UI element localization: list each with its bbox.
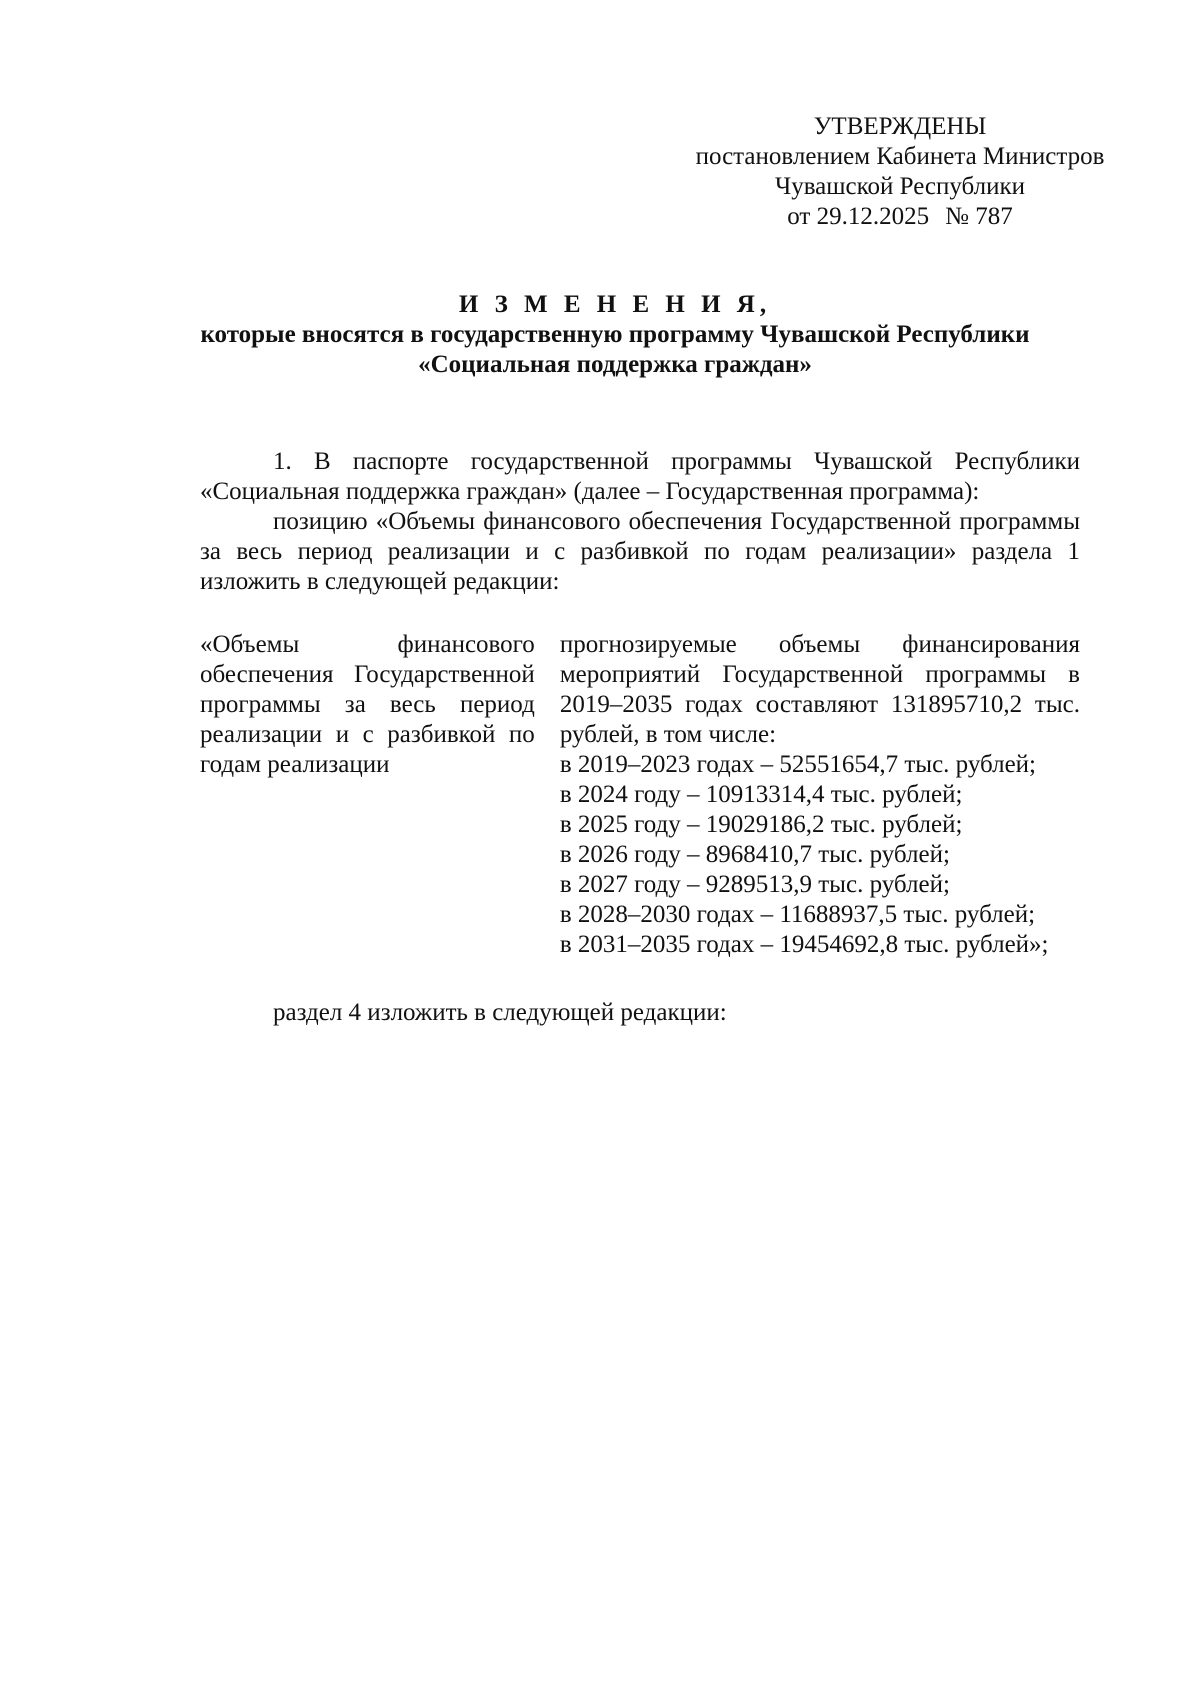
approval-date-line xyxy=(680,202,1120,232)
financing-item: в 2027 году – 9289513,9 тыс. рублей; xyxy=(559,871,950,898)
financing-table xyxy=(200,630,1080,960)
approval-title: УТВЕРЖДЕНЫ xyxy=(813,113,987,140)
financing-item: в 2031–2035 годах – 19454692,8 тыс. рублей»; xyxy=(559,931,1049,958)
paragraph-2: позицию «Объемы финансового обеспечения Государственной программы за весь период реализации и с разбивкой по годам реализации» раздела 1 изложить в следующей редакции: xyxy=(200,508,1080,595)
table-right-cell xyxy=(560,630,1080,960)
document-heading xyxy=(150,290,1080,380)
paragraph-1: 1. В паспорте государственной программы Чувашской Республики «Социальная поддержка граждан» (далее – Государственная программа): xyxy=(200,448,1080,505)
financing-item: в 2028–2030 годах – 11688937,5 тыс. рублей; xyxy=(559,901,1036,928)
heading-program-name: «Социальная поддержка граждан» xyxy=(418,351,812,378)
financing-item: в 2025 году – 19029186,2 тыс. рублей; xyxy=(559,811,963,838)
financing-lead-text: прогнозируемые объемы финансирования мероприятий Государственной программы в 2019–2035 годах составляют 131895710,2 тыс. рублей, в том числе: xyxy=(559,631,1080,748)
approval-number: № 787 xyxy=(945,203,1013,230)
approval-date: от 29.12.2025 xyxy=(787,203,930,230)
heading-title: И З М Е Н Е Н И Я, xyxy=(458,291,772,318)
heading-subtitle: которые вносятся в государственную программу Чувашской Республики xyxy=(200,321,1030,348)
financing-item: в 2019–2023 годах – 52551654,7 тыс. рублей; xyxy=(559,751,1036,778)
approval-resolution-line: постановлением Кабинета Министров xyxy=(695,143,1105,170)
approval-republic-line: Чувашской Республики xyxy=(774,173,1026,200)
financing-item: в 2026 году – 8968410,7 тыс. рублей; xyxy=(559,841,950,868)
financing-item: в 2024 году – 10913314,4 тыс. рублей; xyxy=(559,781,963,808)
table-left-cell: «Объемы финансового обеспечения Государственной программы за весь период реализации и с разбивкой по годам реализации xyxy=(200,631,535,778)
approval-stamp-block xyxy=(680,112,1120,232)
body-text xyxy=(200,447,1080,597)
closing-paragraph: раздел 4 изложить в следующей редакции: xyxy=(273,999,727,1026)
